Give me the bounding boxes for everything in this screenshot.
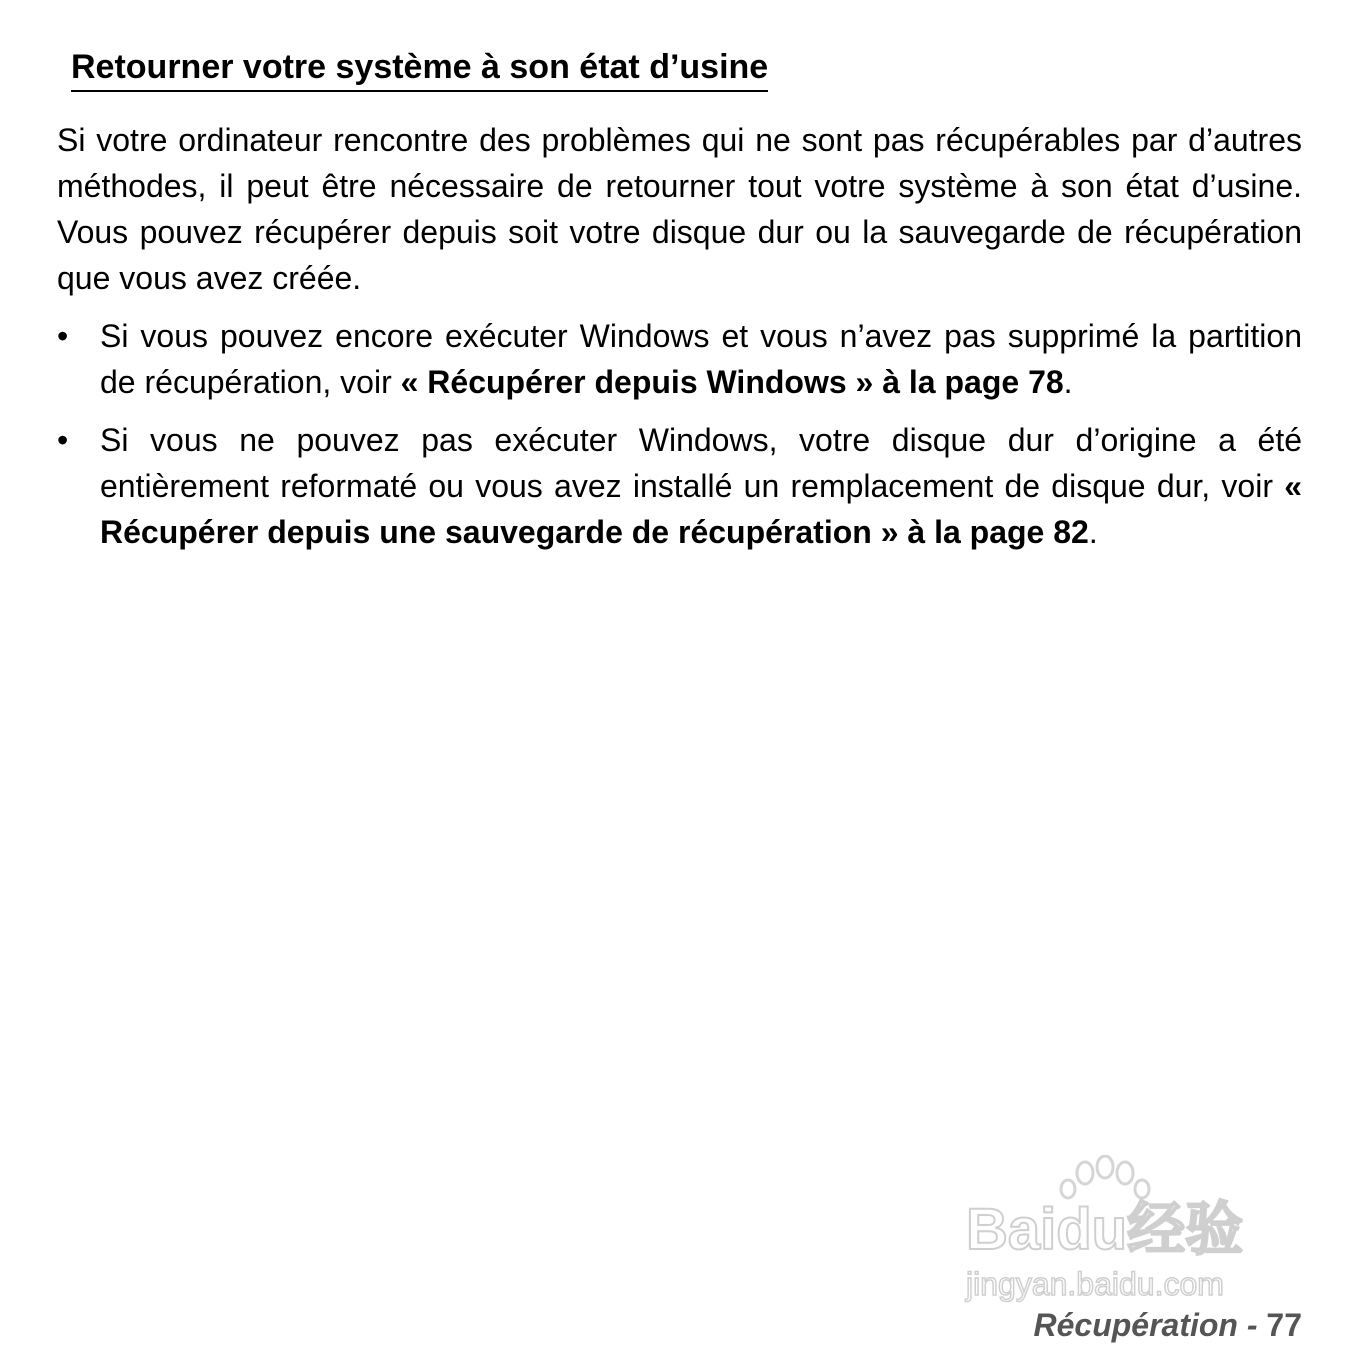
cross-reference-link[interactable]: « Récupérer depuis Windows » à la page 78 <box>400 364 1064 400</box>
bullet-icon: • <box>57 422 69 458</box>
page-footer <box>1033 1304 1302 1346</box>
section-heading: Retourner votre système à son état d’usine <box>71 44 768 92</box>
bullet-end: . <box>1063 364 1073 400</box>
list-item <box>57 313 1302 405</box>
bullet-icon: • <box>57 318 69 354</box>
list-item <box>57 417 1302 555</box>
paw-icon <box>1061 1156 1149 1198</box>
bullet-text: Si vous pouvez encore exécuter Windows et vous n’avez pas supprimé la partition de récupération, voir <box>100 318 1302 400</box>
page-number: 77 <box>1266 1307 1302 1343</box>
baidu-watermark <box>960 1155 1290 1305</box>
bullet-text: Si vous ne pouvez pas exécuter Windows, votre disque dur d’origine a été entièrement reformaté ou vous avez installé un remplacement de disque dur, voir <box>100 422 1302 504</box>
footer-section: Récupération - <box>1033 1307 1258 1343</box>
bullet-list <box>57 313 1302 567</box>
cross-reference-link[interactable]: « Récupérer depuis une sauvegarde de récupération » à la page 82 <box>100 468 1302 550</box>
watermark-brand: Baidu经验 <box>966 1197 1244 1262</box>
watermark-url: jingyan.baidu.com <box>966 1266 1224 1302</box>
intro-paragraph: Si votre ordinateur rencontre des problèmes qui ne sont pas récupérables par d’autres méthodes, il peut être nécessaire de retourner tout votre système à son état d’usine. Vous pouvez récupérer depuis soit votre disque dur ou la sauvegarde de récupération que vous avez créée. <box>57 122 1302 296</box>
bullet-end: . <box>1088 514 1098 550</box>
